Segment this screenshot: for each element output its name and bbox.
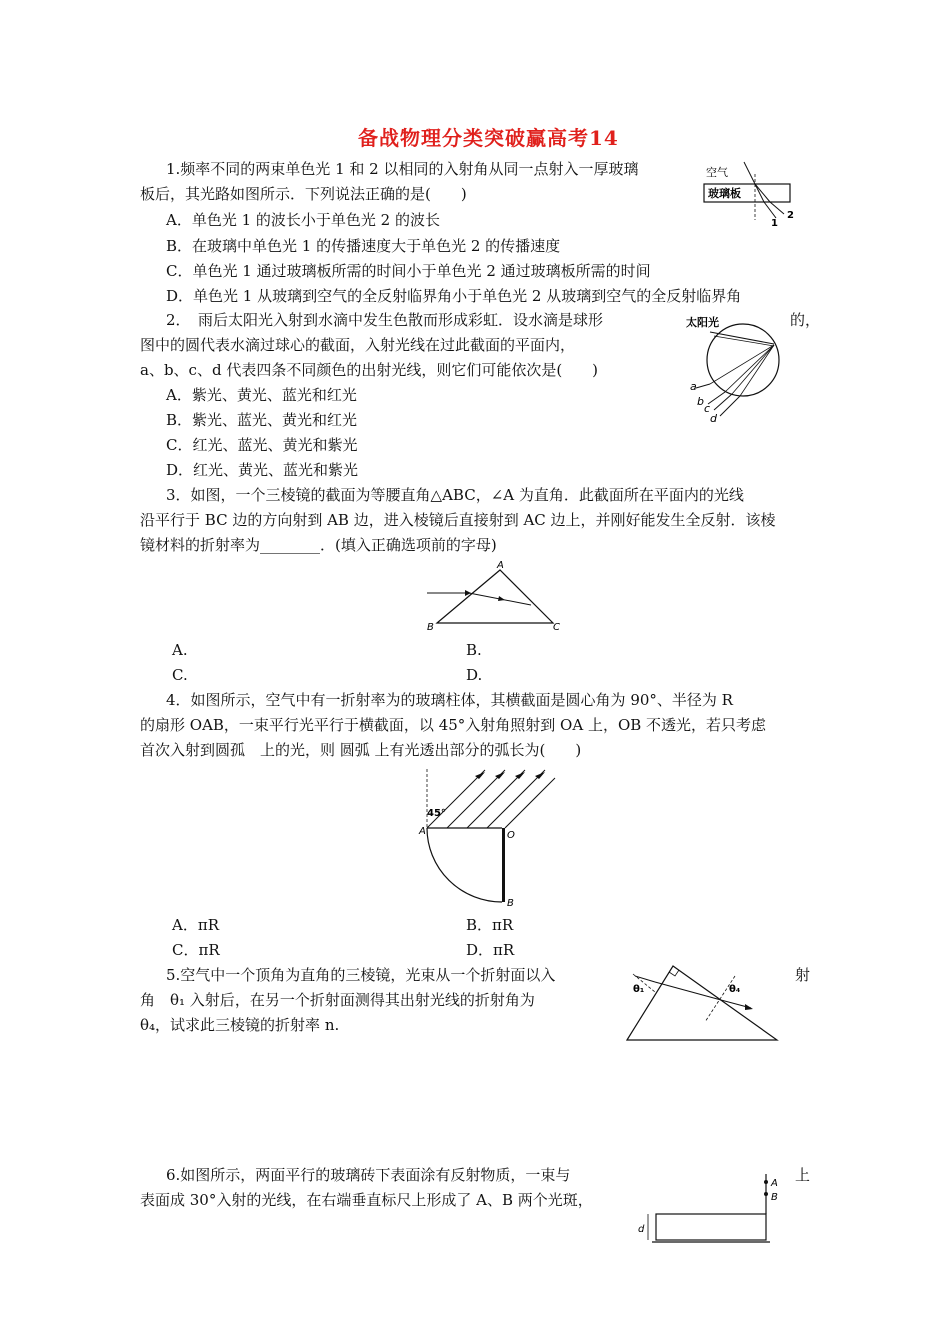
q2-option-a: A．紫光、黄光、蓝光和红光 [166,386,357,404]
q2-water-drop-circle [707,324,779,396]
q4-stem-line1: 4．如图所示，空气中有一折射率为的玻璃柱体，其横截面是圆心角为 90°、半径为 R [166,691,733,709]
page-title: 备战物理分类突破赢高考14 [358,126,619,150]
q5-incident-ray [635,976,655,982]
q2-fig-label-b: b [697,395,704,408]
q2-incident-ray [710,332,774,344]
q4-option-b: B．πR [466,916,514,934]
q1-exit-ray-1 [764,202,776,218]
q2-inner-ray-a [710,345,774,384]
q6-fig-label-d: d [638,1224,645,1235]
q6-fig-label-a: A [771,1178,778,1189]
q5-stem-line1-tail: 射 [795,966,811,984]
q3-fig-label-b: B [427,622,434,633]
q4-arc-ab [427,828,502,902]
q2-fig-label-c: c [704,402,711,415]
q5-stem-line1: 5.空气中一个顶角为直角的三棱镜，光束从一个折射面以入 [166,966,556,984]
q1-fig-label-2: 2 [787,210,794,221]
q3-option-b: B. [466,641,482,659]
q1-option-d: D．单色光 1 从玻璃到空气的全反射临界角小于单色光 2 从玻璃到空气的全反射临界角 [166,287,742,305]
q3-option-d: D. [466,666,483,684]
q6-stem-line2: 表面成 30°入射的光线，在右端垂直标尺上形成了 A、B 两个光斑， [140,1191,593,1209]
q4-edge-ob-opaque [502,828,505,902]
q4-fig-45-label: 45° [427,808,446,819]
q3-stem-line1: 3．如图，一个三棱镜的截面为等腰直角△ABC，∠A 为直角．此截面所在平面内的光线 [166,486,744,504]
q4-fig-label-o: O [507,830,515,841]
q1-fig-label-1: 1 [771,218,778,229]
q1-option-a: A．单色光 1 的波长小于单色光 2 的波长 [166,211,440,229]
q6-fig-label-b: B [771,1192,778,1203]
q1-incident-ray [744,162,755,184]
q3-stem-line2: 沿平行于 BC 边的方向射到 AB 边，进入棱镜后直接射到 AC 边上，并刚好能发生全反射．该棱 [140,511,776,529]
q6-glass-block-figure [632,1170,782,1250]
q6-stem-line1: 6.如图所示，两面平行的玻璃砖下表面涂有反射物质，一束与 [166,1166,571,1184]
q2-exit-ray-d [720,396,740,416]
q2-fig-sun-label: 太阳光 [686,316,719,329]
q3-prism-figure [425,558,565,633]
q3-fig-label-c: C [553,622,560,633]
q5-prism-triangle [627,966,777,1040]
q2-stem-line2: 图中的圆代表水滴过球心的截面，入射光线在过此截面的平面内， [140,336,576,354]
q2-inner-ray-b [725,345,774,392]
q1-stem-line1: 1.频率不同的两束单色光 1 和 2 以相同的入射角从同一点射入一厚玻璃 [166,160,639,178]
q1-fig-air-label: 空气 [706,166,728,179]
q4-option-d: D．πR [466,941,515,959]
q6-spot-a [764,1180,768,1184]
q1-stem-line2: 板后，其光路如图所示．下列说法正确的是( ) [140,185,467,203]
q4-stem-line2: 的扇形 OAB，一束平行光平行于横截面，以 45°入射角照射到 OA 上，OB 不透光，若只考虑 [140,716,767,734]
q5-exit-arrow [745,1004,753,1010]
q2-option-b: B．紫光、蓝光、黄光和红光 [166,411,358,429]
q2-inner-ray-d [740,345,774,396]
q5-fig-theta1-label: θ₁ [633,984,645,995]
q3-option-c: C. [172,666,188,684]
q1-fig-glass-label: 玻璃板 [708,187,741,200]
q1-glass-plate-figure [700,160,805,230]
q5-stem-line3: θ₄，试求此三棱镜的折射率 n. [140,1016,340,1034]
q2-water-drop-figure [680,308,790,428]
q3-stem-line3: 镜材料的折射率为________．(填入正确选项前的字母) [140,536,497,554]
q2-stem-line3: a、b、c、d 代表四条不同颜色的出射光线，则它们可能依次是( ) [140,361,599,379]
q2-stem-line1-tail: 的， [790,311,821,329]
q2-incident-ray-2 [714,336,774,346]
q1-option-b: B．在玻璃中单色光 1 的传播速度大于单色光 2 的传播速度 [166,237,561,255]
q5-fig-theta4-label: θ₄ [729,984,741,995]
q6-stem-line1-tail: 上 [795,1166,811,1184]
q3-option-a: A. [172,641,188,659]
q5-prism-figure [625,962,780,1047]
q2-exit-ray-a [696,384,710,388]
q5-inside-ray [655,982,721,1000]
q4-option-c: C．πR [172,941,220,959]
q4-fig-label-a: A [419,826,426,837]
q5-stem-line2: 角 θ₁ 入射后，在另一个折射面测得其出射光线的折射角为 [140,991,535,1009]
q4-option-a: A．πR [172,916,219,934]
q2-option-c: C．红光、蓝光、黄光和紫光 [166,436,358,454]
q4-stem-line3: 首次入射到圆孤 上的光，则 圆弧 上有光透出部分的弧长为( ) [140,741,582,759]
q2-exit-ray-c [714,394,732,410]
q4-fig-label-b: B [507,898,514,909]
q1-option-c: C．单色光 1 通过玻璃板所需的时间小于单色光 2 通过玻璃板所需的时间 [166,262,651,280]
q2-stem-line1: 2． 雨后太阳光入射到水滴中发生色散而形成彩虹．设水滴是球形 [166,311,604,329]
q2-fig-label-d: d [710,412,717,425]
q2-option-d: D．红光、黄光、蓝光和紫光 [166,461,359,479]
q5-normal-2 [705,976,735,1022]
q6-glass-block [656,1214,766,1240]
q3-fig-label-a: A [497,560,504,571]
q3-prism-triangle [437,570,553,623]
q2-fig-label-a: a [690,380,697,393]
q6-spot-b [764,1192,768,1196]
q4-sector-figure [415,764,570,914]
